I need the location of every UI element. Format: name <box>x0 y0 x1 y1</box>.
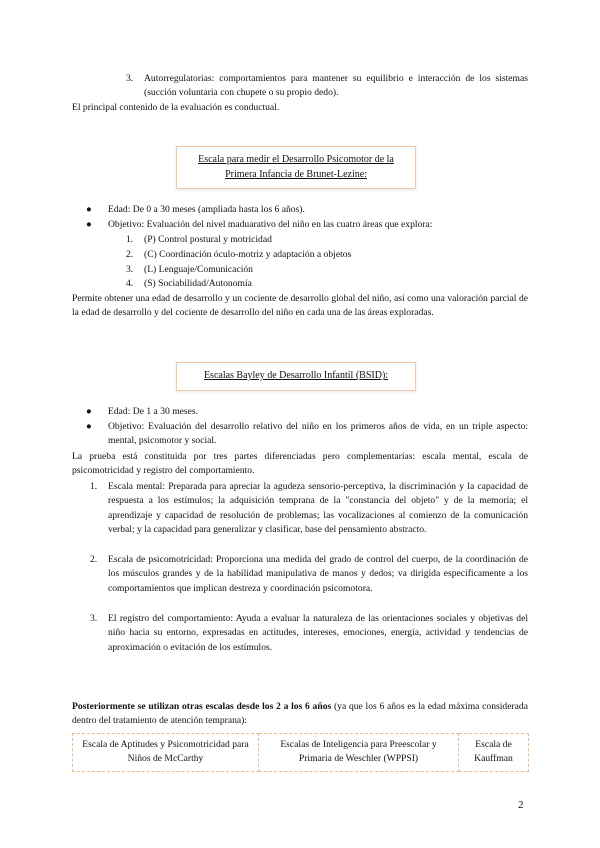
later-scales-paragraph <box>72 700 528 729</box>
bayley-title-box <box>176 362 416 391</box>
brunet-title-line2: Primera Infancia de Brunet-Lezine: <box>225 169 367 180</box>
area-text: (L) Lenguaje/Comunicación <box>144 264 253 275</box>
later-bold-text: Posteriormente se utilizan otras escalas desde los 2 a los 6 años <box>72 701 332 712</box>
part-number: 3. <box>90 613 98 624</box>
brunet-title-line1: Escala para medir el Desarrollo Psicomotor de la <box>198 154 394 165</box>
item-number: 3. <box>126 73 134 84</box>
area-item <box>126 263 253 277</box>
bullet-icon: ● <box>86 219 92 230</box>
conclusion-text: El principal contenido de la evaluación es conductual. <box>72 102 280 113</box>
table-row <box>73 734 529 772</box>
area-number: 3. <box>126 264 134 275</box>
area-text: (C) Coordinación óculo-motriz y adaptación a objetos <box>144 249 352 260</box>
bayley-title: Escalas Bayley de Desarrollo Infantil (BSID): <box>203 370 389 381</box>
bayley-part <box>90 553 528 596</box>
area-text: (S) Sociabilidad/Autonomía <box>144 278 252 289</box>
brunet-lezine-title-box <box>176 146 416 189</box>
area-item <box>126 233 272 247</box>
page-number: 2 <box>518 799 524 811</box>
bullet-text: Objetivo: Evaluación del nivel maduarativo del niño en las cuatro áreas que explora: <box>108 219 433 230</box>
bullet-icon: ● <box>86 406 92 417</box>
bayley-bullet-objective <box>86 420 528 449</box>
area-text: (P) Control postural y motricidad <box>144 234 272 245</box>
bayley-intro: La prueba está constituida por tres partes diferenciadas pero complementarias: escala mental, escala de psicomotricidad y registro del comportamiento. <box>72 451 528 477</box>
scale-wppsi: Escalas de Inteligencia para Preescolar y Primaria de Weschler (WPPSI) <box>259 734 459 772</box>
part-text: El registro del comportamiento: Ayuda a evaluar la naturaleza de las orientaciones sociales y objetivas del niño hacia su entorno, expresadas en actitudes, intereses, emociones, energía, actividad y tendencias de aproximación o evitación de los estímulos. <box>108 613 528 653</box>
bullet-text: Objetivo: Evaluación del desarrollo relativo del niño en los primeros años de vida, en un triple aspecto: mental, psicomotor y social. <box>108 421 528 447</box>
area-number: 4. <box>126 278 134 289</box>
part-text: Escala mental: Preparada para apreciar la agudeza sensorio-perceptiva, la discriminación y la capacidad de respuesta a los estímulos; la adquisición temprana de la "constancia del objeto" y de la memoria; el aprendizaje y capacidad de resolución de problemas; las vocalizaciones al comienzo de la comunicación verbal; y la capacidad para generalizar y clasificar, base del pensamiento abstracto. <box>108 481 528 535</box>
area-number: 1. <box>126 234 134 245</box>
area-item <box>126 248 351 262</box>
bullet-icon: ● <box>86 421 92 432</box>
bullet-text: Edad: De 1 a 30 meses. <box>108 406 199 417</box>
scale-kauffman: Escala de Kauffman <box>459 734 529 772</box>
bullet-icon: ● <box>86 204 92 215</box>
part-number: 1. <box>90 481 98 492</box>
area-number: 2. <box>126 249 134 260</box>
autoregulatory-item <box>126 72 528 101</box>
bayley-bullet-age <box>86 405 528 419</box>
area-item <box>126 277 252 291</box>
bullet-text: Edad: De 0 a 30 meses (ampliada hasta los 6 años). <box>108 204 305 215</box>
bayley-part <box>90 612 528 655</box>
bayley-part <box>90 480 528 537</box>
later-rest-text: (ya que los 6 años es la edad máxima considerada dentro del tratamiento de atención temprana): <box>72 701 528 727</box>
brunet-paragraph: Permite obtener una edad de desarrollo y un cociente de desarrollo global del niño, así como una valoración parcial de la edad de desarrollo y del cociente de desarrollo del niño en cada una de las áreas exploradas. <box>72 293 528 319</box>
part-text: Escala de psicomotricidad: Proporciona una medida del grado de control del cuerpo, de la coordinación de los músculos grandes y de la habilidad manipulativa de manos y dedos; va dirigida específicamente a los comportamientos que implican destreza y coordinación psicomotora. <box>108 554 528 594</box>
scale-mccarthy: Escala de Aptitudes y Psicomotricidad para Niños de McCarthy <box>73 734 259 772</box>
brunet-bullet-objective <box>86 218 528 232</box>
part-number: 2. <box>90 554 98 565</box>
item-text: Autorregulatorias: comportamientos para mantener su equilibrio e interacción de los sistemas (succión voluntaria con chupete o su propio dedo). <box>144 73 528 99</box>
scales-table <box>72 733 529 772</box>
brunet-bullet-age <box>86 203 528 217</box>
